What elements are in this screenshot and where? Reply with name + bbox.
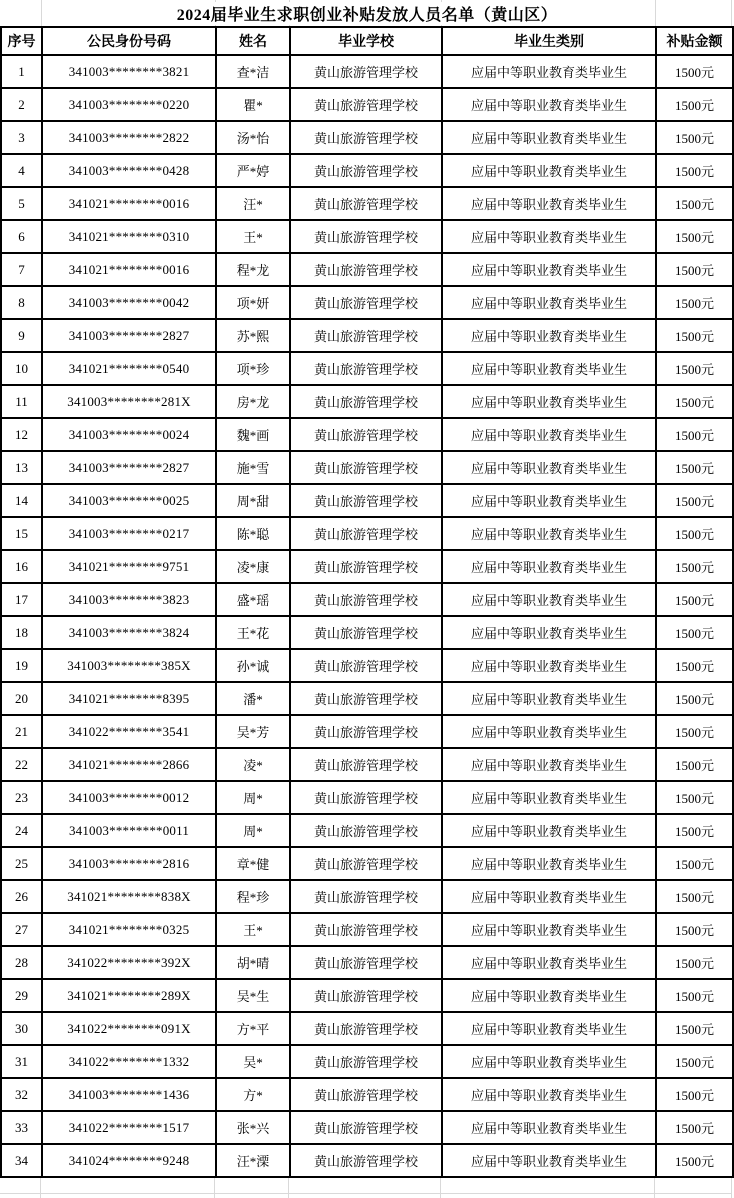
col-header-name: 姓名 [216,27,290,55]
cell-category: 应届中等职业教育类毕业生 [442,286,656,319]
empty-cell [215,1178,289,1193]
cell-amount: 1500元 [656,517,733,550]
cell-id-number: 341021********2866 [42,748,216,781]
cell-id-number: 341003********0220 [42,88,216,121]
cell-amount: 1500元 [656,319,733,352]
cell-id-number: 341003********0011 [42,814,216,847]
cell-school: 黄山旅游管理学校 [290,748,442,781]
table-row [1,187,733,220]
cell-school: 黄山旅游管理学校 [290,418,442,451]
cell-name: 孙*诚 [216,649,290,682]
cell-school: 黄山旅游管理学校 [290,616,442,649]
table-row [1,484,733,517]
cell-name: 章*健 [216,847,290,880]
table-row [1,517,733,550]
cell-name: 周* [216,814,290,847]
cell-serial: 11 [1,385,42,418]
empty-rows [0,1178,732,1198]
cell-amount: 1500元 [656,121,733,154]
col-header-amount: 补贴金额 [656,27,733,55]
table-row [1,1012,733,1045]
cell-amount: 1500元 [656,253,733,286]
cell-name: 吴*生 [216,979,290,1012]
cell-amount: 1500元 [656,682,733,715]
cell-school: 黄山旅游管理学校 [290,154,442,187]
cell-category: 应届中等职业教育类毕业生 [442,781,656,814]
page-title: 2024届毕业生求职创业补贴发放人员名单（黄山区） [173,2,562,25]
cell-serial: 33 [1,1111,42,1144]
empty-cell [41,1178,215,1193]
cell-category: 应届中等职业教育类毕业生 [442,649,656,682]
cell-school: 黄山旅游管理学校 [290,649,442,682]
cell-serial: 31 [1,1045,42,1078]
table-row [1,418,733,451]
cell-name: 施*雪 [216,451,290,484]
cell-school: 黄山旅游管理学校 [290,715,442,748]
cell-name: 张*兴 [216,1111,290,1144]
table-row [1,1111,733,1144]
cell-serial: 1 [1,55,42,88]
table-row [1,253,733,286]
cell-school: 黄山旅游管理学校 [290,979,442,1012]
cell-id-number: 341003********2816 [42,847,216,880]
cell-category: 应届中等职业教育类毕业生 [442,121,656,154]
cell-category: 应届中等职业教育类毕业生 [442,1078,656,1111]
cell-category: 应届中等职业教育类毕业生 [442,616,656,649]
cell-name: 周* [216,781,290,814]
table-row [1,847,733,880]
table-row [1,748,733,781]
cell-category: 应届中等职业教育类毕业生 [442,352,656,385]
cell-school: 黄山旅游管理学校 [290,286,442,319]
table-row [1,946,733,979]
cell-category: 应届中等职业教育类毕业生 [442,220,656,253]
cell-amount: 1500元 [656,1045,733,1078]
table-row [1,550,733,583]
cell-category: 应届中等职业教育类毕业生 [442,55,656,88]
cell-serial: 32 [1,1078,42,1111]
cell-school: 黄山旅游管理学校 [290,583,442,616]
table-row [1,715,733,748]
cell-id-number: 341003********385X [42,649,216,682]
cell-amount: 1500元 [656,286,733,319]
table-row [1,385,733,418]
cell-school: 黄山旅游管理学校 [290,814,442,847]
cell-amount: 1500元 [656,220,733,253]
cell-serial: 9 [1,319,42,352]
cell-serial: 4 [1,154,42,187]
table-row [1,121,733,154]
cell-serial: 5 [1,187,42,220]
table-row [1,649,733,682]
table-body [1,55,733,1177]
col-header-id-number: 公民身份号码 [42,27,216,55]
cell-serial: 27 [1,913,42,946]
cell-id-number: 341003********0217 [42,517,216,550]
cell-category: 应届中等职业教育类毕业生 [442,814,656,847]
cell-amount: 1500元 [656,154,733,187]
cell-school: 黄山旅游管理学校 [290,385,442,418]
cell-name: 吴* [216,1045,290,1078]
cell-name: 胡*晴 [216,946,290,979]
cell-id-number: 341021********289X [42,979,216,1012]
cell-amount: 1500元 [656,847,733,880]
cell-school: 黄山旅游管理学校 [290,319,442,352]
cell-name: 方* [216,1078,290,1111]
cell-amount: 1500元 [656,814,733,847]
cell-school: 黄山旅游管理学校 [290,1078,442,1111]
empty-cell [441,1178,655,1193]
table-row [1,319,733,352]
cell-serial: 15 [1,517,42,550]
cell-school: 黄山旅游管理学校 [290,55,442,88]
cell-serial: 8 [1,286,42,319]
cell-amount: 1500元 [656,946,733,979]
cell-category: 应届中等职业教育类毕业生 [442,715,656,748]
table-row [1,286,733,319]
cell-id-number: 341022********3541 [42,715,216,748]
cell-amount: 1500元 [656,1111,733,1144]
cell-school: 黄山旅游管理学校 [290,913,442,946]
cell-school: 黄山旅游管理学校 [290,451,442,484]
cell-serial: 22 [1,748,42,781]
empty-cell [655,1178,732,1193]
cell-name: 项*妍 [216,286,290,319]
cell-category: 应届中等职业教育类毕业生 [442,748,656,781]
cell-school: 黄山旅游管理学校 [290,550,442,583]
cell-category: 应届中等职业教育类毕业生 [442,385,656,418]
table-row [1,781,733,814]
empty-cell [655,1194,732,1198]
cell-id-number: 341022********392X [42,946,216,979]
table-row [1,1045,733,1078]
table-row [1,220,733,253]
cell-name: 陈*聪 [216,517,290,550]
cell-id-number: 341003********1436 [42,1078,216,1111]
cell-school: 黄山旅游管理学校 [290,253,442,286]
cell-id-number: 341003********0428 [42,154,216,187]
cell-amount: 1500元 [656,484,733,517]
cell-category: 应届中等职业教育类毕业生 [442,253,656,286]
table-row [1,814,733,847]
cell-amount: 1500元 [656,1144,733,1177]
cell-id-number: 341021********0310 [42,220,216,253]
cell-school: 黄山旅游管理学校 [290,484,442,517]
table-row [1,55,733,88]
cell-id-number: 341022********1517 [42,1111,216,1144]
cell-id-number: 341024********9248 [42,1144,216,1177]
cell-amount: 1500元 [656,385,733,418]
table-row [1,1144,733,1177]
cell-name: 盛*瑶 [216,583,290,616]
cell-category: 应届中等职业教育类毕业生 [442,1012,656,1045]
gridline [655,0,656,26]
table-row [1,913,733,946]
cell-id-number: 341003********2827 [42,319,216,352]
cell-category: 应届中等职业教育类毕业生 [442,979,656,1012]
table-row [1,682,733,715]
cell-category: 应届中等职业教育类毕业生 [442,484,656,517]
cell-name: 王* [216,220,290,253]
cell-amount: 1500元 [656,418,733,451]
cell-amount: 1500元 [656,1012,733,1045]
cell-school: 黄山旅游管理学校 [290,781,442,814]
cell-amount: 1500元 [656,550,733,583]
col-header-school: 毕业学校 [290,27,442,55]
cell-serial: 19 [1,649,42,682]
cell-name: 凌* [216,748,290,781]
cell-id-number: 341021********0016 [42,253,216,286]
cell-serial: 16 [1,550,42,583]
cell-id-number: 341003********0012 [42,781,216,814]
empty-cell [289,1178,441,1193]
cell-id-number: 341021********838X [42,880,216,913]
cell-school: 黄山旅游管理学校 [290,880,442,913]
cell-name: 程*龙 [216,253,290,286]
cell-school: 黄山旅游管理学校 [290,1111,442,1144]
cell-serial: 23 [1,781,42,814]
cell-name: 苏*熙 [216,319,290,352]
cell-category: 应届中等职业教育类毕业生 [442,319,656,352]
cell-id-number: 341022********1332 [42,1045,216,1078]
cell-amount: 1500元 [656,55,733,88]
cell-school: 黄山旅游管理学校 [290,220,442,253]
cell-id-number: 341021********0540 [42,352,216,385]
cell-serial: 20 [1,682,42,715]
cell-id-number: 341003********0025 [42,484,216,517]
cell-category: 应届中等职业教育类毕业生 [442,154,656,187]
cell-category: 应届中等职业教育类毕业生 [442,946,656,979]
cell-name: 魏*画 [216,418,290,451]
cell-school: 黄山旅游管理学校 [290,682,442,715]
cell-category: 应届中等职业教育类毕业生 [442,517,656,550]
cell-name: 程*珍 [216,880,290,913]
cell-serial: 13 [1,451,42,484]
cell-serial: 14 [1,484,42,517]
empty-cell [0,1178,41,1193]
cell-category: 应届中等职业教育类毕业生 [442,451,656,484]
empty-cell [441,1194,655,1198]
title-row [0,0,734,26]
cell-serial: 18 [1,616,42,649]
table-row [1,583,733,616]
cell-name: 汪*溧 [216,1144,290,1177]
table-row [1,154,733,187]
gridline [731,0,732,26]
cell-category: 应届中等职业教育类毕业生 [442,187,656,220]
empty-cell [0,1194,41,1198]
cell-amount: 1500元 [656,88,733,121]
cell-serial: 28 [1,946,42,979]
cell-school: 黄山旅游管理学校 [290,847,442,880]
cell-category: 应届中等职业教育类毕业生 [442,550,656,583]
cell-school: 黄山旅游管理学校 [290,1045,442,1078]
cell-serial: 34 [1,1144,42,1177]
cell-serial: 10 [1,352,42,385]
cell-id-number: 341003********3821 [42,55,216,88]
cell-amount: 1500元 [656,451,733,484]
cell-id-number: 341003********0042 [42,286,216,319]
col-header-serial: 序号 [1,27,42,55]
cell-id-number: 341021********0016 [42,187,216,220]
cell-category: 应届中等职业教育类毕业生 [442,913,656,946]
cell-serial: 24 [1,814,42,847]
cell-category: 应届中等职业教育类毕业生 [442,418,656,451]
cell-name: 周*甜 [216,484,290,517]
cell-school: 黄山旅游管理学校 [290,946,442,979]
cell-school: 黄山旅游管理学校 [290,187,442,220]
cell-serial: 17 [1,583,42,616]
cell-id-number: 341003********2822 [42,121,216,154]
cell-id-number: 341021********9751 [42,550,216,583]
cell-name: 房*龙 [216,385,290,418]
cell-serial: 6 [1,220,42,253]
cell-serial: 30 [1,1012,42,1045]
cell-amount: 1500元 [656,649,733,682]
cell-name: 方*平 [216,1012,290,1045]
cell-category: 应届中等职业教育类毕业生 [442,88,656,121]
cell-school: 黄山旅游管理学校 [290,1144,442,1177]
cell-id-number: 341003********0024 [42,418,216,451]
cell-category: 应届中等职业教育类毕业生 [442,1045,656,1078]
cell-name: 严*婷 [216,154,290,187]
gridline [41,0,42,26]
cell-school: 黄山旅游管理学校 [290,517,442,550]
cell-amount: 1500元 [656,781,733,814]
cell-amount: 1500元 [656,880,733,913]
cell-name: 汪* [216,187,290,220]
cell-category: 应届中等职业教育类毕业生 [442,1144,656,1177]
cell-amount: 1500元 [656,1078,733,1111]
cell-category: 应届中等职业教育类毕业生 [442,1111,656,1144]
empty-cell [215,1194,289,1198]
cell-amount: 1500元 [656,352,733,385]
table-row [1,1078,733,1111]
header-row [1,27,733,55]
cell-amount: 1500元 [656,187,733,220]
roster-table [0,26,734,1178]
cell-id-number: 341003********3824 [42,616,216,649]
cell-amount: 1500元 [656,583,733,616]
table-row [1,979,733,1012]
cell-amount: 1500元 [656,913,733,946]
cell-serial: 26 [1,880,42,913]
table-row [1,616,733,649]
cell-serial: 21 [1,715,42,748]
cell-amount: 1500元 [656,616,733,649]
cell-name: 王* [216,913,290,946]
cell-serial: 12 [1,418,42,451]
cell-category: 应届中等职业教育类毕业生 [442,682,656,715]
cell-name: 项*珍 [216,352,290,385]
cell-id-number: 341021********8395 [42,682,216,715]
cell-name: 查*洁 [216,55,290,88]
empty-row [0,1178,732,1194]
cell-name: 王*花 [216,616,290,649]
cell-name: 瞿* [216,88,290,121]
cell-serial: 7 [1,253,42,286]
cell-amount: 1500元 [656,979,733,1012]
table-row [1,451,733,484]
cell-name: 潘* [216,682,290,715]
cell-name: 吴*芳 [216,715,290,748]
cell-id-number: 341022********091X [42,1012,216,1045]
cell-amount: 1500元 [656,715,733,748]
cell-school: 黄山旅游管理学校 [290,352,442,385]
cell-serial: 3 [1,121,42,154]
cell-category: 应届中等职业教育类毕业生 [442,583,656,616]
empty-cell [289,1194,441,1198]
col-header-category: 毕业生类别 [442,27,656,55]
cell-serial: 29 [1,979,42,1012]
cell-id-number: 341003********2827 [42,451,216,484]
cell-id-number: 341021********0325 [42,913,216,946]
cell-amount: 1500元 [656,748,733,781]
cell-school: 黄山旅游管理学校 [290,121,442,154]
cell-category: 应届中等职业教育类毕业生 [442,847,656,880]
cell-id-number: 341003********281X [42,385,216,418]
cell-serial: 2 [1,88,42,121]
cell-serial: 25 [1,847,42,880]
table-row [1,352,733,385]
cell-school: 黄山旅游管理学校 [290,1012,442,1045]
empty-cell [41,1194,215,1198]
cell-name: 汤*怡 [216,121,290,154]
cell-category: 应届中等职业教育类毕业生 [442,880,656,913]
cell-name: 凌*康 [216,550,290,583]
empty-row [0,1194,732,1198]
cell-id-number: 341003********3823 [42,583,216,616]
table-row [1,88,733,121]
cell-school: 黄山旅游管理学校 [290,88,442,121]
table-row [1,880,733,913]
